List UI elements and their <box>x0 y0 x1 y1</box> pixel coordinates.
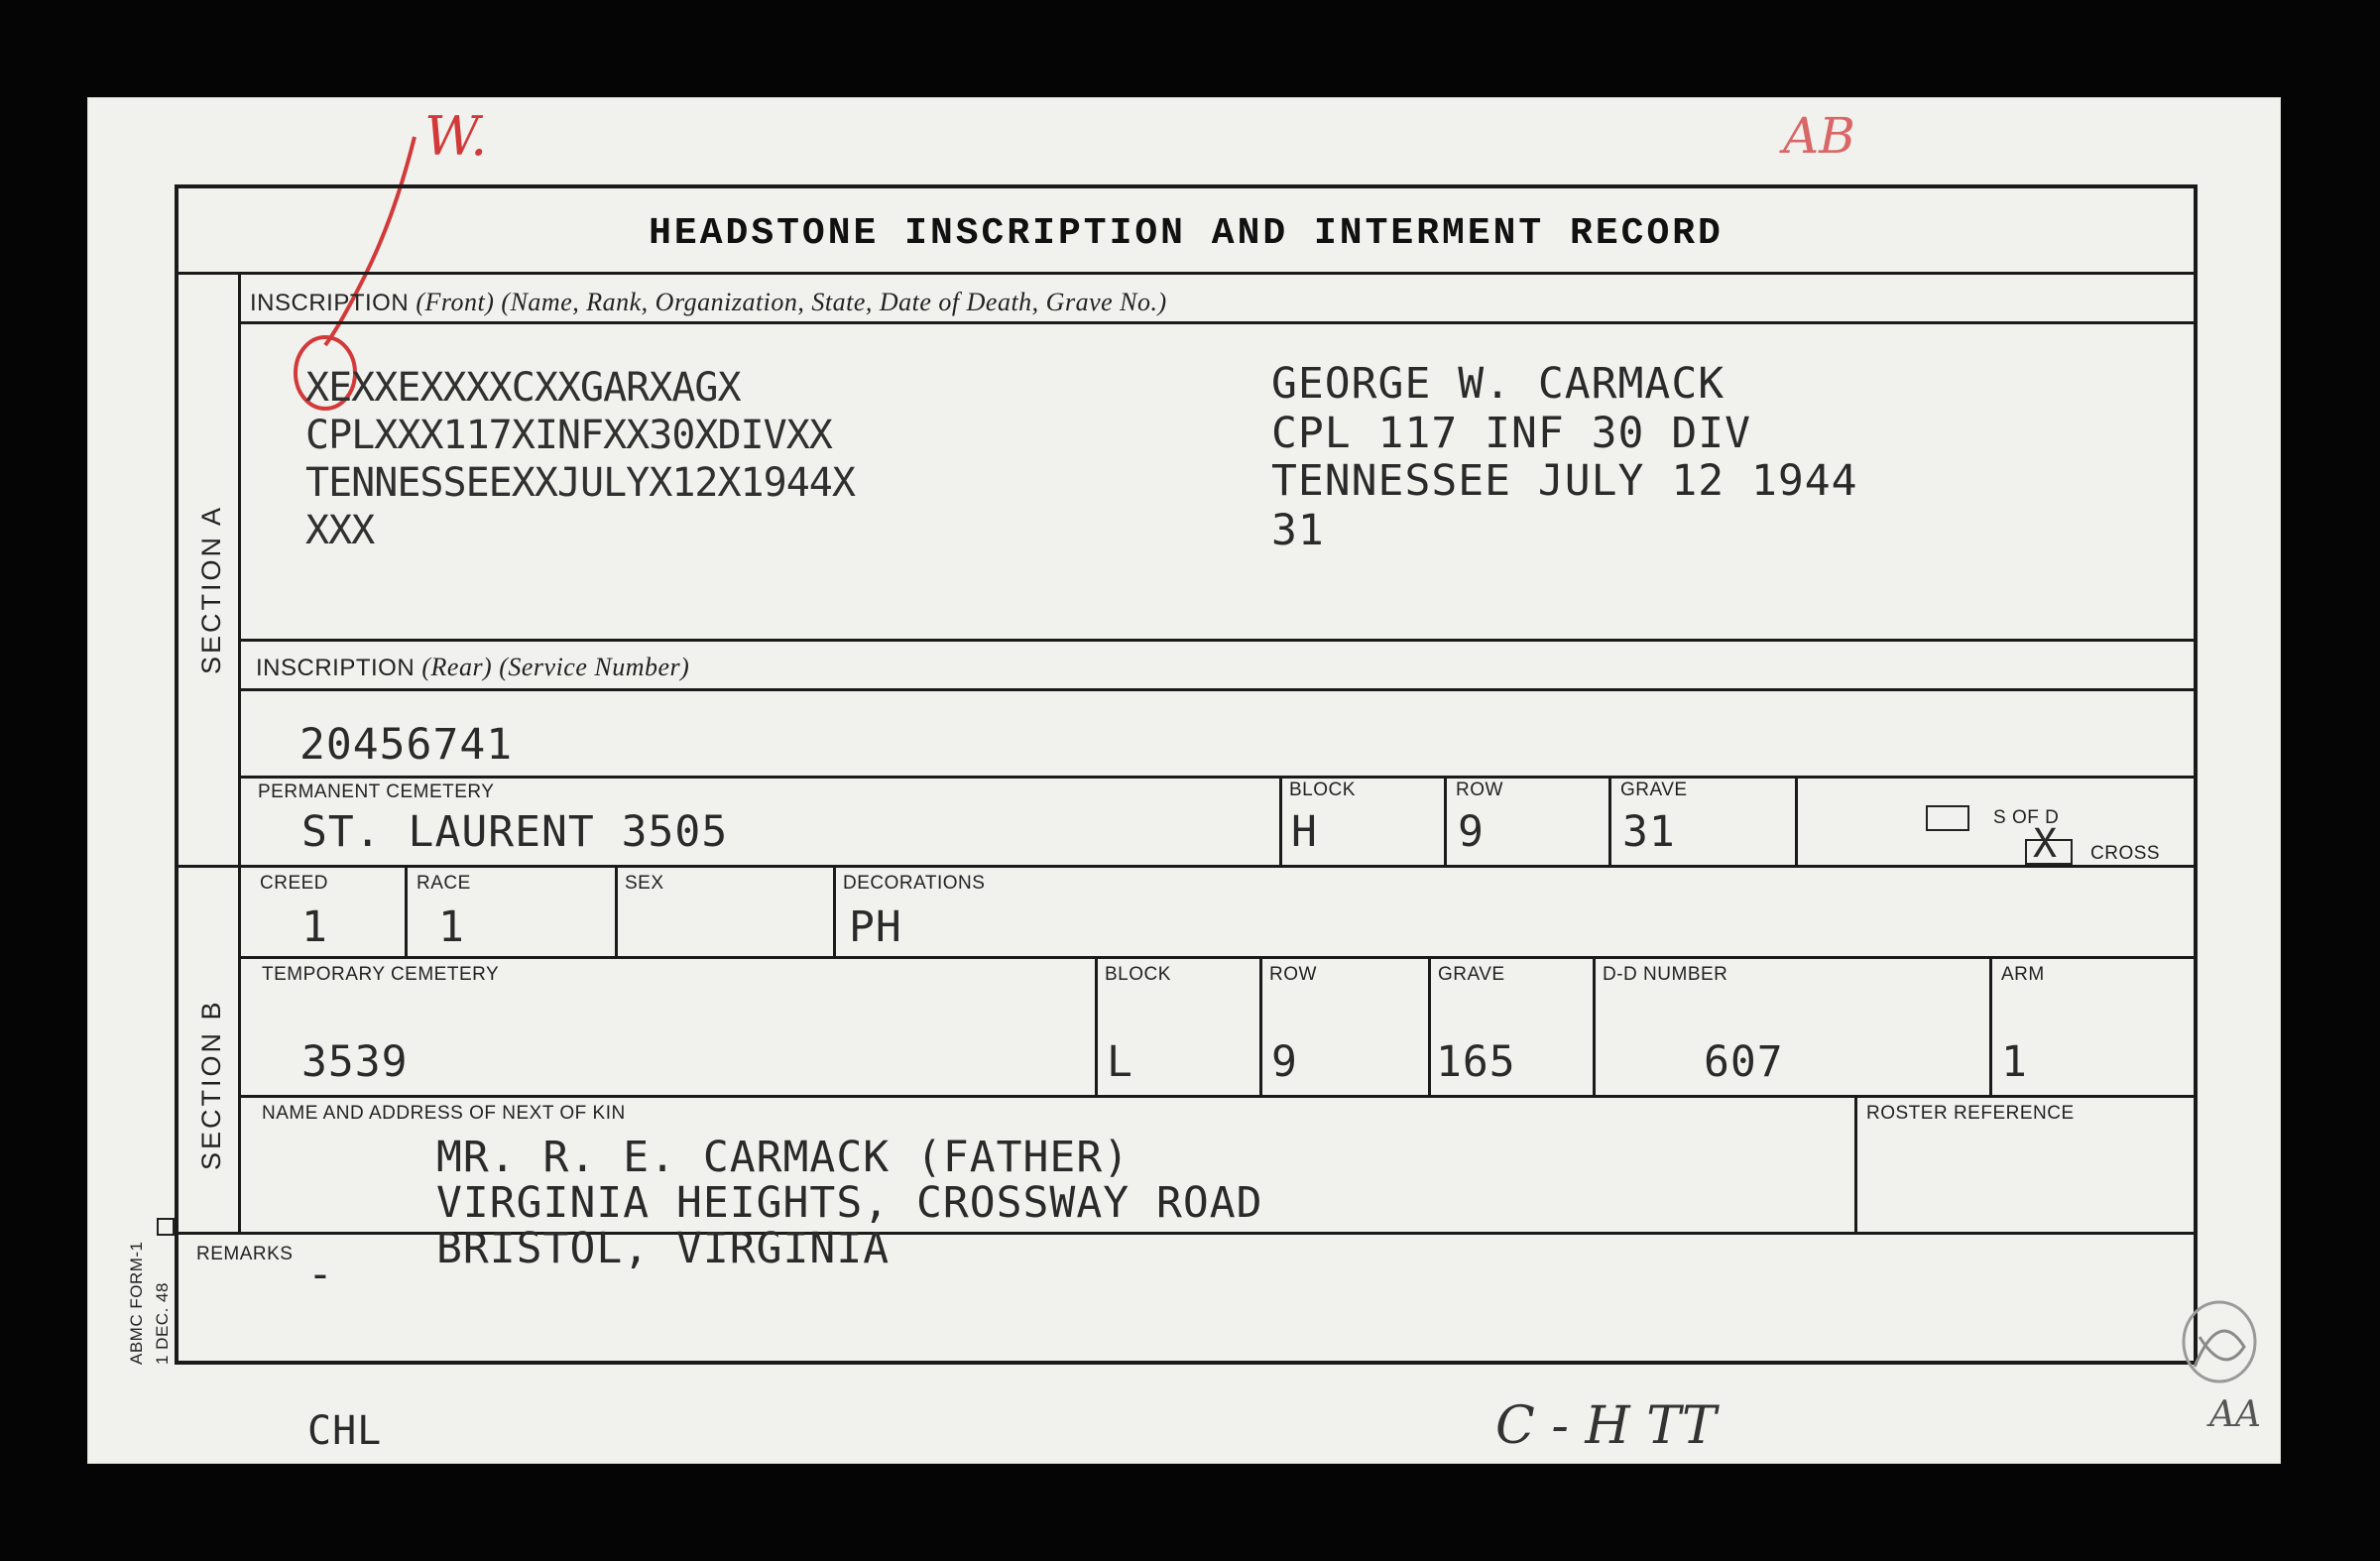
red-note: W. <box>424 105 488 168</box>
perm-grave-label: GRAVE <box>1620 780 1688 800</box>
sex-label: SEX <box>625 873 664 894</box>
arm-value: 1 <box>2001 1037 2028 1087</box>
race-label: RACE <box>416 873 471 894</box>
arm-label: ARM <box>2001 964 2045 985</box>
s-of-d-label: S OF D <box>1993 807 2060 828</box>
creed-label: CREED <box>260 873 329 894</box>
perm-row-label: ROW <box>1456 780 1503 800</box>
handwritten-initials-chl: CHL <box>307 1408 383 1454</box>
record-card <box>87 97 2281 1464</box>
perm-row-value: 9 <box>1458 807 1485 857</box>
inscription-rear-label: INSCRIPTION (Rear) (Service Number) <box>256 653 690 681</box>
handwritten-mark: AA <box>2209 1394 2261 1435</box>
margin-checkbox[interactable] <box>157 1218 175 1236</box>
temp-row-value: 9 <box>1271 1037 1298 1087</box>
remarks-value: - <box>307 1250 334 1299</box>
form-frame: HEADSTONE INSCRIPTION AND INTERMENT RECORD SECTION A SECTION B INSCRIPTION (Front) (Name, Rank, Organization, State, Date of Death, Grave No.) XEXXEXXXXCXXGARXAGX CPLXXX117XINFXX30XDIVXX TENNESSEEXXJULYX12X1944X XXX GEORGE W. CARMACK CPL 117 INF 30 DIV TENNESSEE JULY 12 1944 31 INSCRIPTION (Rear) (Service Number) 20456741 PERMANENT CEMETERY ST. LAURENT 3505 BLOCK H ROW 9 GRAVE 31 S OF D X CROSS CREED 1 RACE 1 SEX DECORATIONS PH TEMPORARY CEMETERY 3539 BLOCK L ROW 9 GRAVE 165 D-D NUMBER 607 ARM 1 NAME AND ADDRESS OF NEXT OF KIN MR. R. E. CARMACK (FATHER) VIRGINIA HEIGHTS, CROSSWAY ROAD BRISTOL, VIRGINIA ROSTER REFERENCE REMARKS - <box>175 184 2198 1365</box>
remarks-label: REMARKS <box>196 1244 294 1264</box>
perm-block-value: H <box>1291 807 1318 857</box>
handwritten-note: C - H TT <box>1495 1396 1717 1456</box>
form-number: ABMC FORM-1 <box>127 1241 146 1365</box>
form-date: 1 DEC. 48 <box>153 1282 172 1365</box>
cross-checkbox[interactable] <box>2025 821 2073 867</box>
temp-grave-value: 165 <box>1436 1037 1516 1087</box>
section-b-label: SECTION B <box>196 999 226 1170</box>
red-initials: AB <box>1783 107 1855 165</box>
decorations-label: DECORATIONS <box>843 873 986 894</box>
decorations-value: PH <box>849 902 902 952</box>
temp-cemetery-value: 3539 <box>301 1037 409 1087</box>
race-value: 1 <box>438 902 465 952</box>
s-of-d-checkbox[interactable] <box>1926 805 1969 831</box>
permanent-cemetery-value: ST. LAURENT 3505 <box>301 807 729 857</box>
temp-block-value: L <box>1107 1037 1133 1087</box>
cross-label: CROSS <box>2090 843 2161 864</box>
temp-grave-label: GRAVE <box>1438 964 1505 985</box>
permanent-cemetery-label: PERMANENT CEMETERY <box>258 781 495 802</box>
perm-grave-value: 31 <box>1622 807 1676 857</box>
section-a-label: SECTION A <box>196 504 226 674</box>
cross-mark: X <box>2033 821 2059 867</box>
temp-row-label: ROW <box>1269 964 1317 985</box>
stamp-scribble <box>2170 1287 2269 1396</box>
roster-reference-label: ROSTER REFERENCE <box>1866 1103 2075 1124</box>
dd-number-value: 607 <box>1704 1037 1784 1087</box>
inscription-front-label: INSCRIPTION (Front) (Name, Rank, Organization, State, Date of Death, Grave No.) <box>250 288 1167 316</box>
temp-block-label: BLOCK <box>1105 964 1171 985</box>
nok-label: NAME AND ADDRESS OF NEXT OF KIN <box>262 1103 626 1124</box>
dd-number-label: D-D NUMBER <box>1603 964 1728 985</box>
service-number: 20456741 <box>299 720 514 770</box>
temp-cemetery-label: TEMPORARY CEMETERY <box>262 964 500 985</box>
form-title: HEADSTONE INSCRIPTION AND INTERMENT RECORD <box>649 212 1724 255</box>
perm-block-label: BLOCK <box>1289 780 1356 800</box>
creed-value: 1 <box>301 902 328 952</box>
